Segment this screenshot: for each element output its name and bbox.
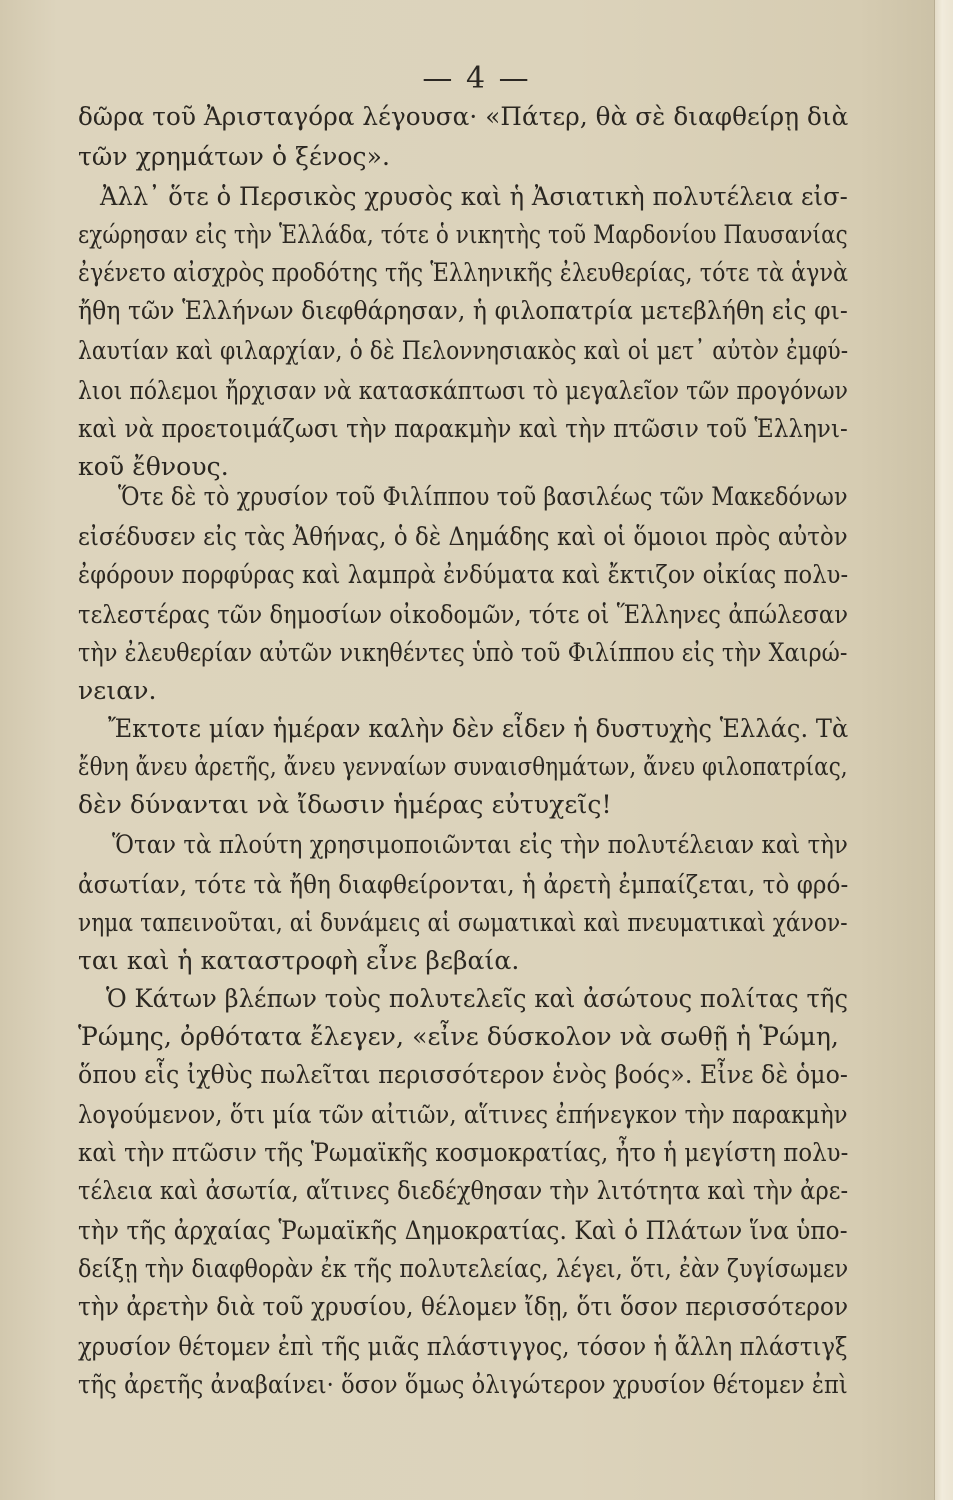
text-line: τῶν χρημάτων ὁ ξένος». [78, 142, 391, 171]
text-line: τὴν ἐλευθερίαν αὐτῶν νικηθέντες ὑπὸ τοῦ Φιλίππου εἰς τὴν Χαιρώ- [78, 638, 848, 667]
text-line: Ὅταν τὰ πλούτη χρησιμοποιῶνται εἰς τὴν πολυτέλειαν καὶ τὴν [112, 830, 848, 859]
text-line: τὴν ἀρετὴν διὰ τοῦ χρυσίου, θέλομεν ἴδῃ, ὅτι ὅσον περισσότερον [78, 1292, 849, 1321]
text-line: κοῦ ἔθνους. [78, 452, 229, 481]
text-line: λιοι πόλεμοι ἤρχισαν νὰ κατασκάπτωσι τὸ μεγαλεῖον τῶν προγόνων [78, 376, 848, 405]
text-line: δῶρα τοῦ Ἀρισταγόρα λέγουσα· «Πάτερ, θὰ σὲ διαφθείρῃ διὰ [78, 102, 849, 131]
page-edge [934, 0, 953, 1500]
text-line: καὶ τὴν πτῶσιν τῆς Ῥωμαϊκῆς κοσμοκρατίας, ἦτο ἡ μεγίστη πολυ- [78, 1138, 849, 1167]
text-line: τελεστέρας τῶν δημοσίων οἰκοδομῶν, τότε οἱ Ἕλληνες ἀπώλεσαν [78, 600, 849, 629]
text-line: τὴν τῆς ἀρχαίας Ῥωμαϊκῆς Δημοκρατίας. Καὶ ὁ Πλάτων ἵνα ὑπο- [78, 1216, 848, 1245]
text-line: Ἀλλ᾽ ὅτε ὁ Περσικὸς χρυσὸς καὶ ἡ Ἀσιατικὴ πολυτέλεια εἰσ- [100, 182, 848, 211]
text-line: ἐγένετο αἰσχρὸς προδότης τῆς Ἑλληνικῆς ἐλευθερίας, τότε τὰ ἁγνὰ [78, 258, 849, 287]
text-line: ἤθη τῶν Ἑλλήνων διεφθάρησαν, ἡ φιλοπατρία μετεβλήθη εἰς φι- [78, 296, 848, 325]
text-line: νημα ταπεινοῦται, αἱ δυνάμεις αἱ σωματικαὶ καὶ πνευματικαὶ χάνον- [78, 908, 848, 937]
text-line: λαυτίαν καὶ φιλαρχίαν, ὁ δὲ Πελοννησιακὸς καὶ οἱ μετ᾽ αὐτὸν ἐμφύ- [78, 336, 849, 365]
text-line: Ῥώμης, ὀρθότατα ἔλεγεν, «εἶνε δύσκολον νὰ σωθῇ ἡ Ῥώμη, [78, 1022, 839, 1051]
text-line: Ὅτε δὲ τὸ χρυσίον τοῦ Φιλίππου τοῦ βασιλέως τῶν Μακεδόνων [118, 482, 848, 511]
text-line: δὲν δύνανται νὰ ἴδωσιν ἡμέρας εὐτυχεῖς! [78, 790, 612, 819]
text-line: λογούμενον, ὅτι μία τῶν αἰτιῶν, αἵτινες ἐπήνεγκον τὴν παρακμὴν [78, 1100, 848, 1129]
text-line: νειαν. [78, 676, 157, 705]
text-line: εχώρησαν εἰς τὴν Ἑλλάδα, τότε ὁ νικητὴς τοῦ Μαρδονίου Παυσανίας [78, 220, 848, 249]
text-line: ἔθνη ἄνευ ἀρετῆς, ἄνευ γενναίων συναισθημάτων, ἄνευ φιλοπατρίας, [78, 752, 848, 781]
text-line: ἐφόρουν πορφύρας καὶ λαμπρὰ ἐνδύματα καὶ ἔκτιζον οἰκίας πολυ- [78, 560, 849, 589]
text-line: ται καὶ ἡ καταστροφὴ εἶνε βεβαία. [78, 946, 520, 975]
text-line: τέλεια καὶ ἀσωτία, αἵτινες διεδέχθησαν τὴν λιτότητα καὶ τὴν ἀρε- [78, 1176, 849, 1205]
text-line: τῆς ἀρετῆς ἀναβαίνει· ὅσον ὅμως ὀλιγώτερον χρυσίον θέτομεν ἐπὶ [78, 1370, 848, 1399]
text-line: καὶ νὰ προετοιμάζωσι τὴν παρακμὴν καὶ τὴν πτῶσιν τοῦ Ἑλληνι- [78, 414, 848, 443]
text-line: ἀσωτίαν, τότε τὰ ἤθη διαφθείρονται, ἡ ἀρετὴ ἐμπαίζεται, τὸ φρό- [78, 870, 849, 899]
text-line: χρυσίον θέτομεν ἐπὶ τῆς μιᾶς πλάστιγγος, τόσον ἡ ἄλλη πλάστιγξ [78, 1332, 848, 1361]
text-line: δείξῃ τὴν διαφθορὰν ἐκ τῆς πολυτελείας, λέγει, ὅτι, ἐὰν ζυγίσωμεν [78, 1254, 849, 1283]
text-line: Ἔκτοτε μίαν ἡμέραν καλὴν δὲν εἶδεν ἡ δυστυχὴς Ἑλλάς. Τὰ [108, 714, 849, 743]
text-line: ὅπου εἷς ἰχθὺς πωλεῖται περισσότερον ἑνὸς βοός». Εἶνε δὲ ὁμο- [78, 1060, 848, 1089]
text-line: εἰσέδυσεν εἰς τὰς Ἀθήνας, ὁ δὲ Δημάδης καὶ οἱ ὅμοιοι πρὸς αὐτὸν [78, 522, 848, 551]
page-number: — 4 — [422, 61, 531, 96]
text-line: Ὁ Κάτων βλέπων τοὺς πολυτελεῖς καὶ ἀσώτους πολίτας τῆς [106, 984, 849, 1013]
